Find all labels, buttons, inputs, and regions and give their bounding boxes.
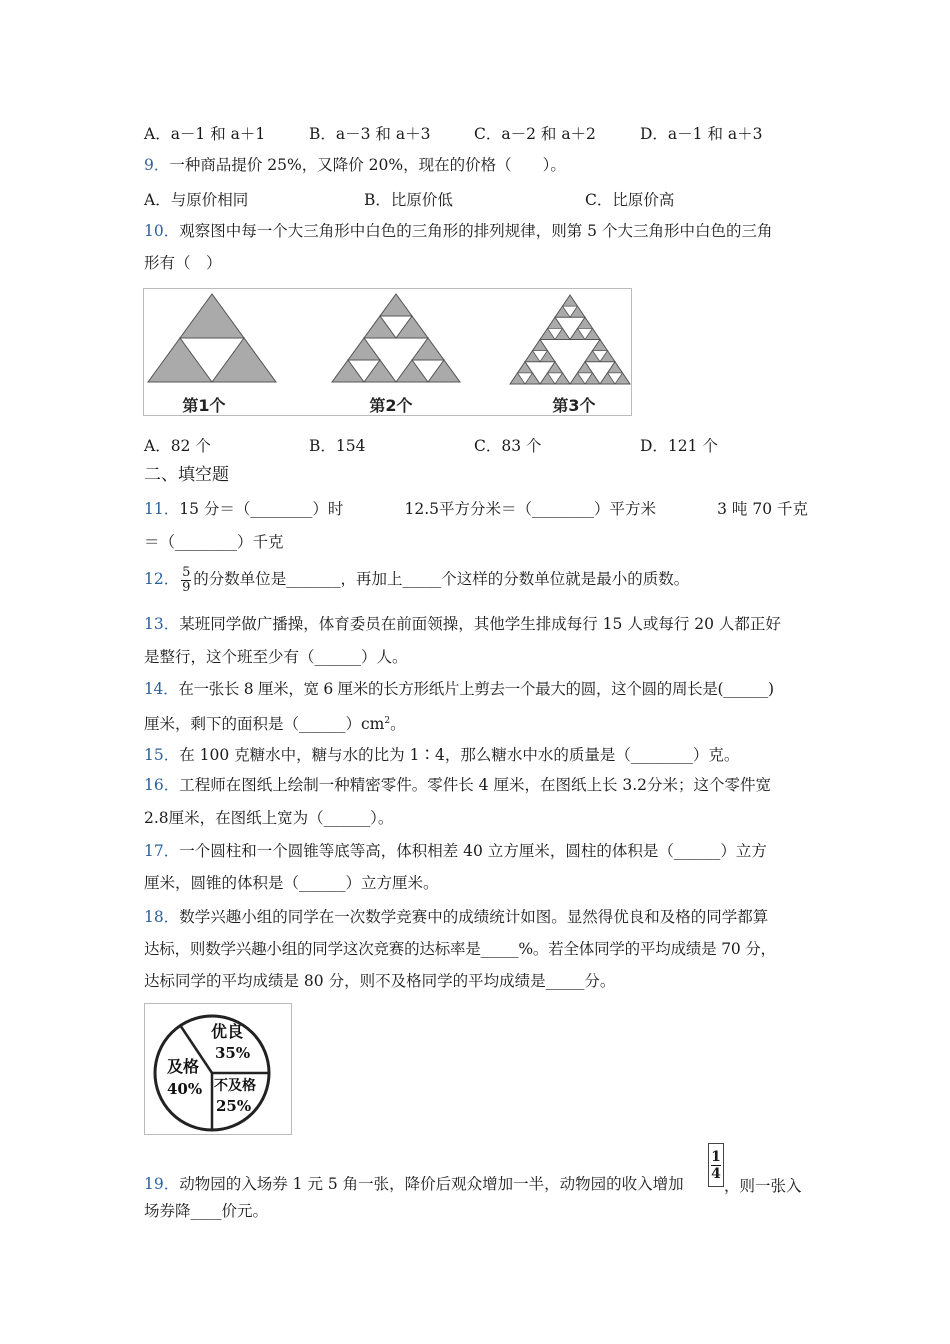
q9-option-c: C．比原价高: [585, 191, 675, 209]
triangle-figure-2: [332, 294, 460, 382]
q10-text-1: 观察图中每一个大三角形中白色的三角形的排列规律，则第 5 个大三角形中白色的三角: [179, 222, 773, 240]
q19-fraction-numerator: 1: [711, 1148, 721, 1165]
sierpinski-svg: [144, 289, 631, 415]
q12-number: 12．: [144, 570, 180, 588]
q11-part3: 3 吨 70 千克: [717, 500, 808, 518]
q14-question-line1: [144, 679, 808, 699]
q10-question-line2: 形有（ ）: [144, 254, 222, 272]
q8-option-a: A．a－1 和 a＋1: [144, 125, 266, 143]
q19-fraction-denominator: 4: [711, 1165, 721, 1182]
q14-text-2b: 。: [390, 715, 406, 734]
q11-part2: 12.5平方分米＝（________）平方米: [404, 500, 657, 518]
q18-question-line3: 达标同学的平均成绩是 80 分，则不及格同学的平均成绩是_____分。: [144, 972, 616, 990]
q10-option-d: D．121 个: [640, 437, 718, 455]
q18-text-1: 数学兴趣小组的同学在一次数学竞赛中的成绩统计如图。显然得优良和及格的同学都算: [179, 908, 769, 926]
q17-question-line2: 厘米，圆锥的体积是（______）立方厘米。: [144, 874, 439, 892]
q13-question-line2: 是整行，这个班至少有（______）人。: [144, 648, 408, 666]
q11-question-line2: ＝（________）千克: [144, 533, 284, 551]
q19-text-1b: ，则一张入: [724, 1177, 802, 1195]
figure-3-label: 第3个: [552, 396, 596, 415]
pie-value-excellent: 35%: [215, 1044, 251, 1062]
q8-option-c: C．a－2 和 a＋2: [474, 125, 596, 143]
q10-option-c: C．83 个: [474, 437, 542, 455]
figure-1-label: 第1个: [182, 396, 226, 415]
section-title-fill-blank: 二、填空题: [144, 465, 229, 485]
q19-number: 19．: [144, 1175, 180, 1193]
sierpinski-figure: [143, 288, 632, 416]
q10-question-line1: [144, 221, 808, 241]
q18-number: 18．: [144, 908, 180, 926]
q15-number: 15．: [144, 746, 180, 764]
q18-question-line2: 达标，则数学兴趣小组的同学这次竞赛的达标率是_____%。若全体同学的平均成绩是 70 分，: [144, 940, 776, 958]
pie-label-pass: 及格: [167, 1057, 200, 1076]
q11-number: 11．: [144, 500, 180, 518]
q16-question-line1: [144, 775, 808, 795]
q10-option-b: B．154: [309, 437, 366, 455]
q10-option-a: A．82 个: [144, 437, 211, 455]
q9-text: 一种商品提价 25%，又降价 20%，现在的价格（ ）。: [169, 156, 566, 174]
q12-fraction-numerator: 5: [182, 564, 191, 580]
q14-text-1: 在一张长 8 厘米，宽 6 厘米的长方形纸片上剪去一个最大的圆，这个圆的周长是(______): [178, 680, 774, 698]
q15-text: 在 100 克糖水中，糖与水的比为 1∶4，那么糖水中水的质量是（________）克。: [179, 746, 740, 764]
q19-question-line2: 场券降____价元。: [144, 1202, 269, 1220]
q17-text-1: 一个圆柱和一个圆锥等底等高，体积相差 40 立方厘米，圆柱的体积是（______）立方: [179, 842, 767, 860]
q10-number: 10．: [144, 222, 180, 240]
q9-option-a: A．与原价相同: [144, 191, 249, 209]
q14-question-line2: [144, 711, 808, 734]
q12-fraction: [181, 566, 191, 595]
q14-number: 14．: [144, 680, 179, 698]
q8-option-b: B．a－3 和 a＋3: [309, 125, 431, 143]
q14-text-2a: 厘米，剩下的面积是（______）cm: [144, 715, 385, 734]
q18-question-line1: [144, 907, 808, 927]
q9-number: 9．: [144, 156, 170, 174]
pie-label-fail: 不及格: [214, 1078, 256, 1094]
q17-number: 17．: [144, 842, 180, 860]
q11-part1: 15 分＝（________）时: [179, 500, 344, 518]
q16-question-line2: 2.8厘米，在图纸上宽为（______）。: [144, 809, 394, 827]
q12-question: [144, 564, 808, 595]
triangle-figure-1: [148, 294, 276, 382]
q12-fraction-denominator: 9: [182, 579, 191, 595]
q13-question-line1: [144, 614, 808, 634]
q11-question-line1: [144, 499, 808, 519]
score-pie-chart: [144, 1003, 292, 1135]
q16-number: 16．: [144, 776, 180, 794]
q8-option-d: D．a－1 和 a＋3: [640, 125, 763, 143]
triangle-figure-3: [510, 295, 630, 384]
q9-option-b: B．比原价低: [364, 191, 453, 209]
pie-label-excellent: 优良: [211, 1022, 244, 1041]
pie-svg: [145, 1004, 291, 1134]
q17-question-line1: [144, 841, 808, 861]
pie-value-pass: 40%: [167, 1080, 203, 1098]
q15-question: [144, 745, 808, 765]
q13-text-1: 某班同学做广播操，体育委员在前面领操，其他学生排成每行 15 人或每行 20 人都正好: [179, 615, 781, 633]
q16-text-1: 工程师在图纸上绘制一种精密零件。零件长 4 厘米，在图纸上长 3.2分米；这个零件宽: [179, 776, 772, 794]
q12-text: 的分数单位是_______，再加上_____个这样的分数单位就是最小的质数。: [193, 570, 690, 588]
q19-text-1a: 动物园的入场券 1 元 5 角一张，降价后观众增加一半，动物园的收入增加: [179, 1175, 684, 1193]
q9-question: [144, 155, 808, 175]
q19-fraction: [708, 1143, 724, 1187]
q14-superscript: 2: [384, 716, 391, 726]
pie-value-fail: 25%: [216, 1097, 252, 1115]
figure-2-label: 第2个: [369, 396, 413, 415]
q13-number: 13．: [144, 615, 180, 633]
